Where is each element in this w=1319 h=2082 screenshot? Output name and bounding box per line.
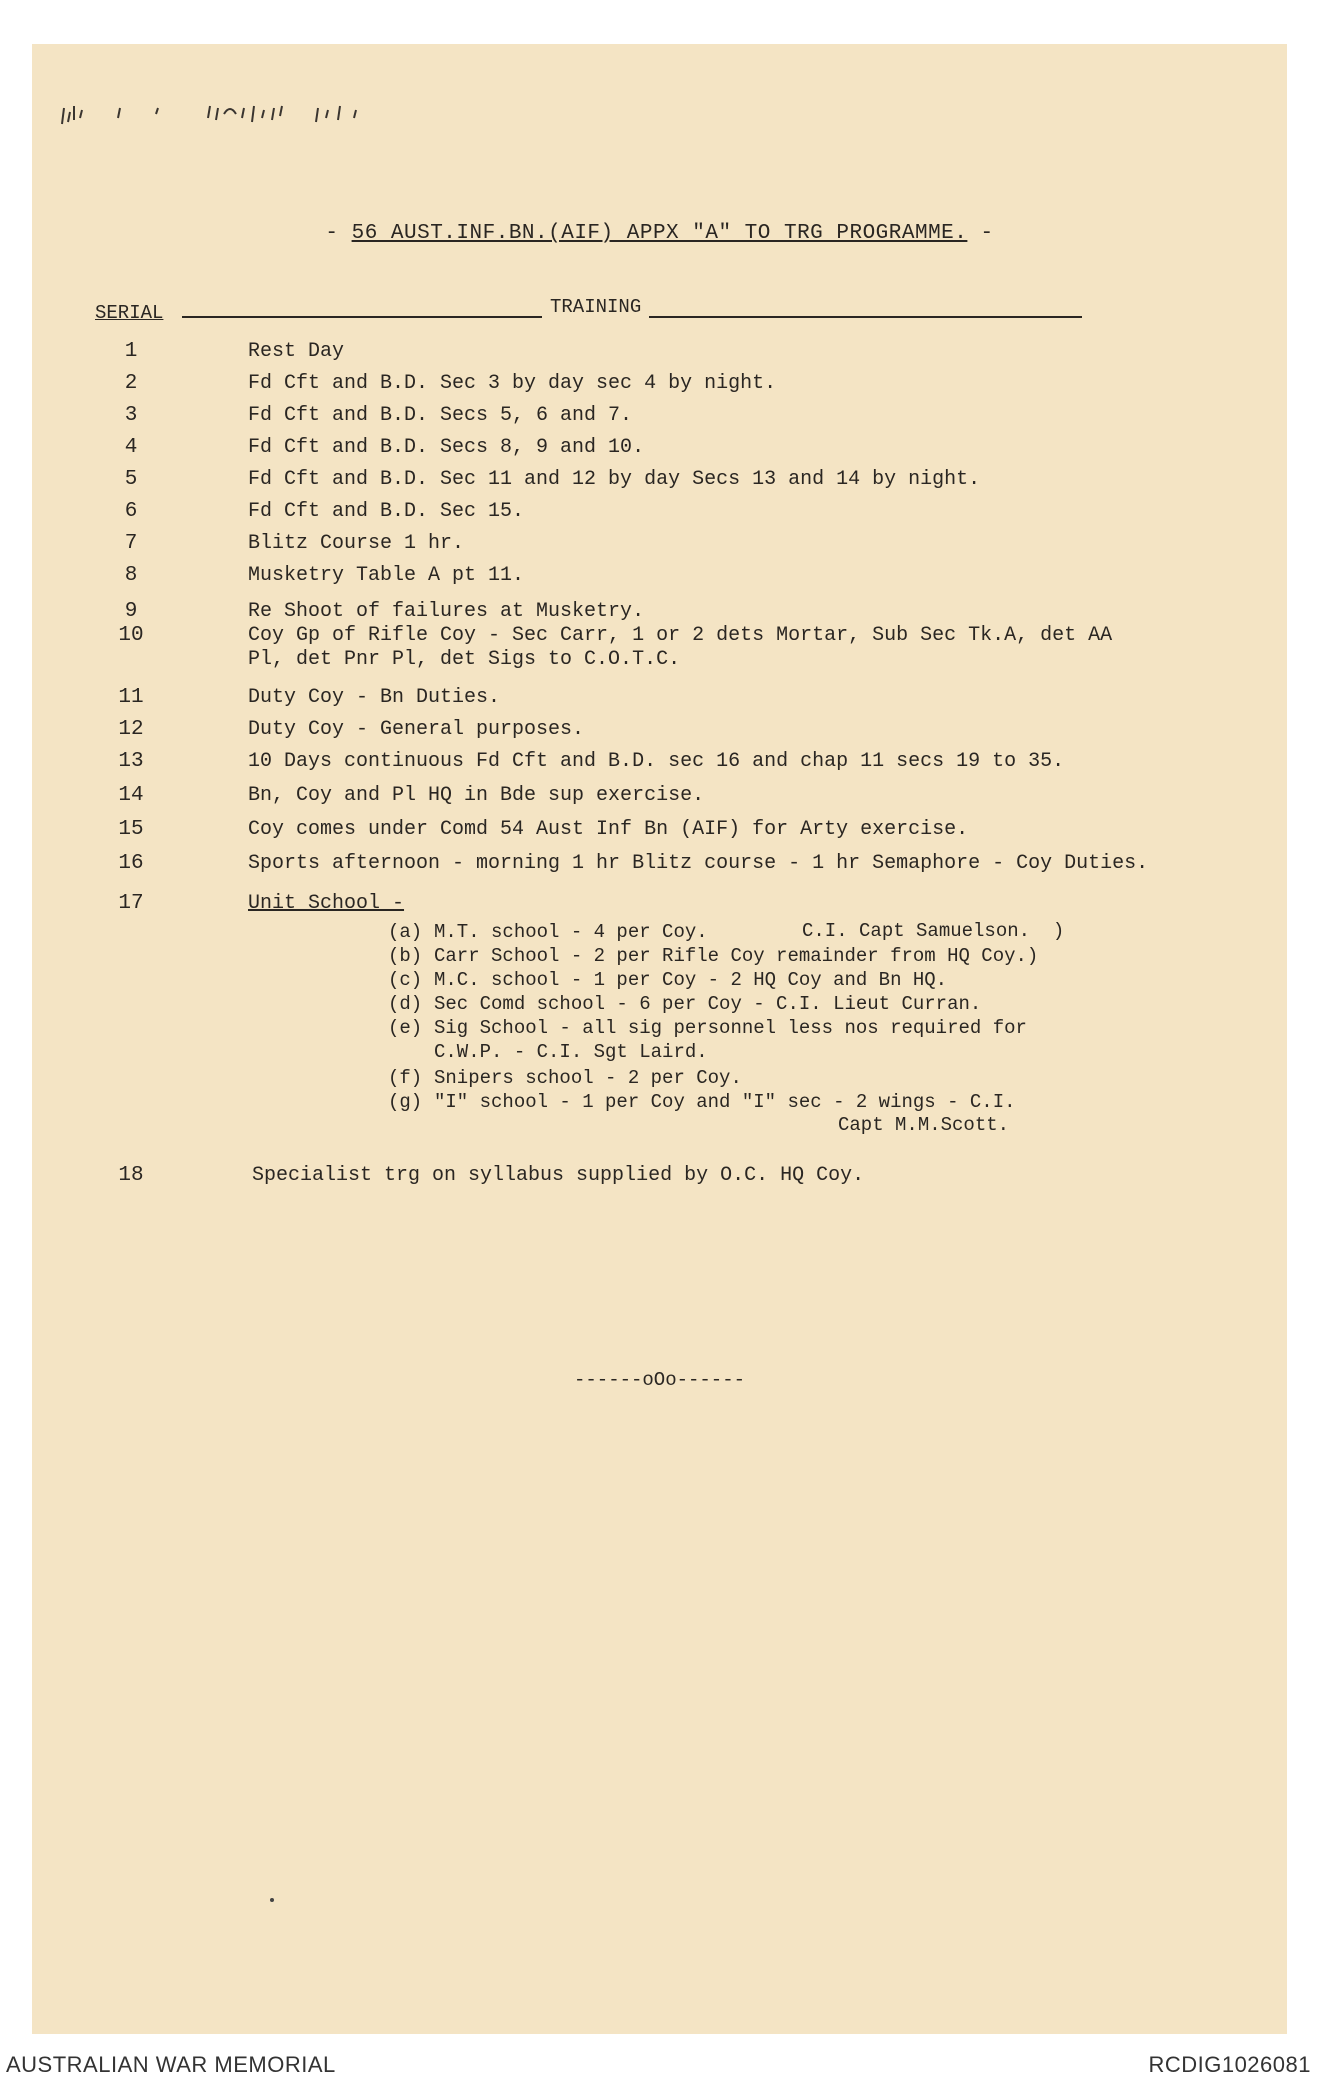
document — [32, 44, 1287, 2034]
item-label: (e) — [388, 1017, 423, 1039]
serial-number: 13 — [118, 750, 144, 773]
document-title — [32, 222, 1287, 245]
list-item — [388, 1090, 1016, 1114]
item-label: (d) — [388, 993, 423, 1015]
item-text-continued: C.W.P. - C.I. Sgt Laird. — [434, 1041, 708, 1063]
list-item — [388, 1066, 742, 1090]
item-instructor: C.I. Capt Samuelson. ) — [802, 920, 1065, 942]
training-text: Specialist trg on syllabus supplied by O.C. HQ Coy. — [252, 1164, 865, 1187]
serial-number: 7 — [124, 532, 138, 555]
item-text: Carr School - 2 per Rifle Coy remainder from HQ Coy.) — [434, 945, 1039, 967]
list-item — [388, 944, 1038, 968]
training-text-continued: Pl, det Pnr Pl, det Sigs to C.O.T.C. — [248, 648, 681, 671]
header-training: TRAINING — [542, 296, 649, 318]
serial-number: 15 — [118, 818, 144, 841]
header-serial: SERIAL — [95, 302, 164, 324]
serial-number: 18 — [118, 1164, 144, 1187]
list-item — [388, 968, 947, 992]
handwritten-marks — [58, 78, 438, 138]
training-text: Duty Coy - General purposes. — [248, 718, 585, 741]
training-text: Musketry Table A pt 11. — [248, 564, 525, 587]
serial-number: 6 — [124, 500, 138, 523]
list-item — [388, 1016, 1027, 1040]
item-label: (a) — [388, 921, 423, 943]
item-text-continued: Capt M.M.Scott. — [838, 1114, 1010, 1136]
archive-footer — [0, 2044, 1319, 2082]
item-text: "I" school - 1 per Coy and "I" sec - 2 wings - C.I. — [434, 1091, 1016, 1113]
serial-number: 12 — [118, 718, 144, 741]
training-text: Sports afternoon - morning 1 hr Blitz course - 1 hr Semaphore - Coy Duties. — [248, 852, 1149, 875]
training-text: Bn, Coy and Pl HQ in Bde sup exercise. — [248, 784, 705, 807]
serial-number: 11 — [118, 686, 144, 709]
serial-number: 14 — [118, 784, 144, 807]
item-text: Sig School - all sig personnel less nos required for — [434, 1017, 1027, 1039]
archive-name: AUSTRALIAN WAR MEMORIAL — [6, 2052, 336, 2077]
training-text: Fd Cft and B.D. Secs 8, 9 and 10. — [248, 436, 645, 459]
training-text: 10 Days continuous Fd Cft and B.D. sec 16 and chap 11 secs 19 to 35. — [248, 750, 1065, 773]
list-item — [388, 992, 981, 1016]
item-text: M.T. school - 4 per Coy. — [434, 921, 708, 943]
serial-number: 1 — [124, 340, 138, 363]
item-label: (g) — [388, 1091, 423, 1113]
training-text: Fd Cft and B.D. Secs 5, 6 and 7. — [248, 404, 633, 427]
end-mark: ------oOo------ — [573, 1369, 746, 1391]
serial-number: 9 — [124, 600, 138, 623]
item-text: Sec Comd school - 6 per Coy - C.I. Lieut Curran. — [434, 993, 982, 1015]
serial-number: 8 — [124, 564, 138, 587]
item-label: (f) — [388, 1067, 423, 1089]
serial-number: 17 — [118, 892, 144, 915]
training-text: Fd Cft and B.D. Sec 15. — [248, 500, 525, 523]
archive-id: RCDIG1026081 — [1148, 2052, 1311, 2077]
serial-number: 2 — [124, 372, 138, 395]
serial-number: 16 — [118, 852, 144, 875]
training-text: Unit School - — [248, 892, 405, 915]
serial-number: 3 — [124, 404, 138, 427]
serial-number: 4 — [124, 436, 138, 459]
training-text: Rest Day — [248, 340, 345, 363]
item-label: (c) — [388, 969, 423, 991]
title-text: 56 AUST.INF.BN.(AIF) APPX "A" TO TRG PROGRAMME. — [351, 222, 968, 245]
training-text: Fd Cft and B.D. Sec 11 and 12 by day Secs 13 and 14 by night. — [248, 468, 981, 491]
training-text: Duty Coy - Bn Duties. — [248, 686, 501, 709]
training-text: Fd Cft and B.D. Sec 3 by day sec 4 by night. — [248, 372, 777, 395]
item-text: Snipers school - 2 per Coy. — [434, 1067, 742, 1089]
paper-speck — [270, 1898, 274, 1902]
title-prefix: - — [325, 222, 352, 245]
training-text: Coy Gp of Rifle Coy - Sec Carr, 1 or 2 dets Mortar, Sub Sec Tk.A, det AA — [248, 624, 1113, 647]
serial-number: 5 — [124, 468, 138, 491]
training-text: Coy comes under Comd 54 Aust Inf Bn (AIF) for Arty exercise. — [248, 818, 969, 841]
training-text: Re Shoot of failures at Musketry. — [248, 600, 645, 623]
item-label: (b) — [388, 945, 423, 967]
item-text: M.C. school - 1 per Coy - 2 HQ Coy and Bn HQ. — [434, 969, 948, 991]
title-suffix: - — [967, 222, 994, 245]
serial-number: 10 — [118, 624, 144, 647]
training-text: Blitz Course 1 hr. — [248, 532, 465, 555]
list-item — [388, 920, 708, 944]
